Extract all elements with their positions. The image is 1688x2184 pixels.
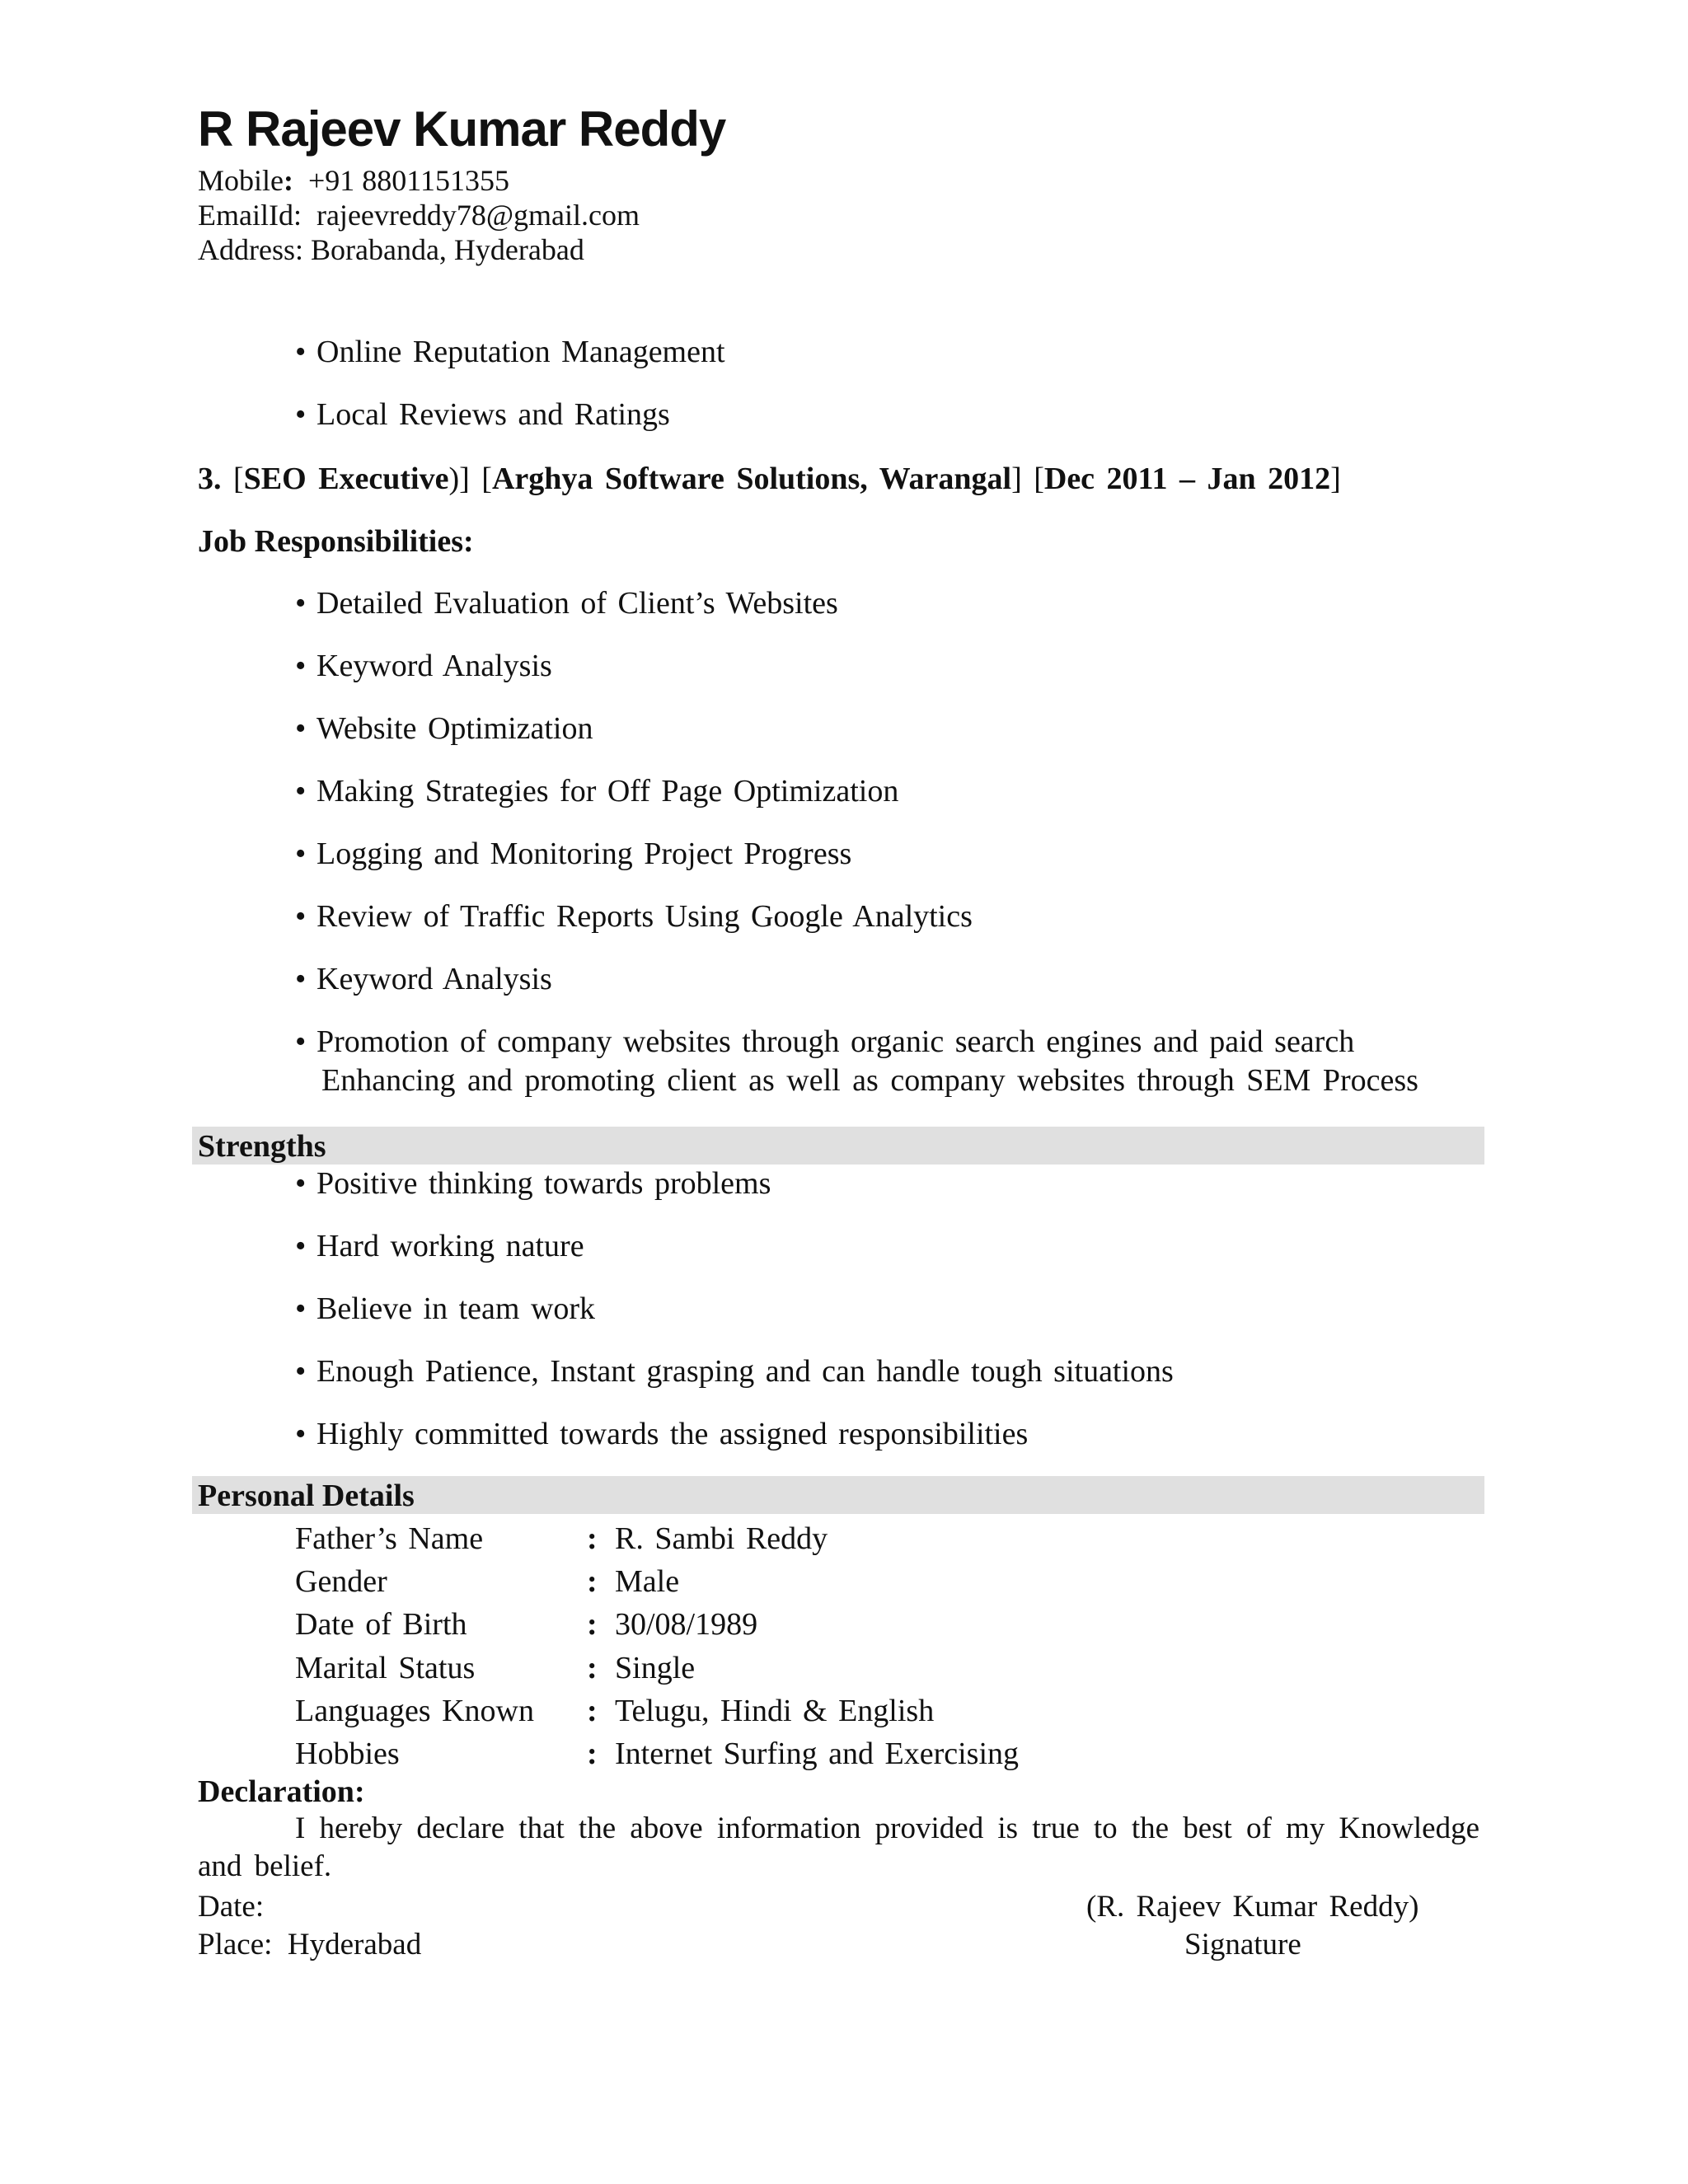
place-line: [198, 1927, 421, 1962]
bullet-glyph: •: [295, 899, 307, 934]
bullet-glyph: •: [295, 1417, 307, 1451]
personal-label: Father’s Name: [295, 1521, 484, 1556]
job-company: Arghya Software Solutions, Warangal: [491, 462, 1012, 496]
personal-colon: :: [587, 1651, 598, 1685]
list-item-continuation: Enhancing and promoting client as well as company websites through SEM Process: [321, 1063, 1418, 1098]
list-item: • Enough Patience, Instant grasping and can handle tough situations: [295, 1354, 1174, 1389]
email-line: [198, 198, 640, 232]
personal-colon: :: [587, 1521, 598, 1556]
personal-value: Male: [615, 1564, 680, 1599]
declaration-heading: Declaration:: [198, 1774, 365, 1809]
email-label: EmailId:: [198, 199, 302, 232]
job-responsibilities-heading: Job Responsibilities:: [198, 524, 474, 559]
personal-value: R. Sambi Reddy: [615, 1521, 828, 1556]
personal-value: Telugu, Hindi & English: [615, 1694, 935, 1728]
personal-label: Gender: [295, 1564, 387, 1599]
bullet-glyph: •: [295, 1166, 307, 1201]
mobile-colon: :: [284, 164, 293, 197]
list-item: • Highly committed towards the assigned responsibilities: [295, 1417, 1029, 1451]
candidate-name: R Rajeev Kumar Reddy: [198, 101, 726, 157]
bullet-glyph: •: [295, 774, 307, 808]
list-item: • Review of Traffic Reports Using Google Analytics: [295, 899, 973, 934]
personal-colon: :: [587, 1564, 598, 1599]
declaration-text: I hereby declare that the above information provided is true to the best of my Knowledge and belief.: [198, 1811, 1479, 1883]
list-item: • Website Optimization: [295, 711, 593, 746]
personal-label: Marital Status: [295, 1651, 476, 1685]
bullet-glyph: •: [295, 1229, 307, 1263]
place-label: Place:: [198, 1928, 273, 1961]
list-item: • Hard working nature: [295, 1229, 584, 1263]
address-label: Address:: [198, 233, 303, 266]
list-item: • Keyword Analysis: [295, 649, 552, 683]
address-line: [198, 232, 584, 267]
list-item: • Believe in team work: [295, 1291, 596, 1326]
personal-colon: :: [587, 1736, 598, 1771]
mobile-value: +91 8801151355: [308, 164, 509, 197]
job-period: Dec 2011 – Jan 2012: [1043, 462, 1331, 496]
list-item: • Logging and Monitoring Project Progress: [295, 837, 852, 871]
list-item: • Making Strategies for Off Page Optimization: [295, 774, 899, 808]
strengths-heading: Strengths: [198, 1129, 326, 1164]
bullet-glyph: •: [295, 397, 307, 432]
signature-label: Signature: [1184, 1928, 1301, 1961]
list-item: • Local Reviews and Ratings: [295, 397, 670, 432]
bullet-glyph: •: [295, 1354, 307, 1389]
bullet-glyph: •: [295, 962, 307, 996]
list-item: • Keyword Analysis: [295, 962, 552, 996]
address-value: Borabanda, Hyderabad: [311, 233, 584, 266]
bullet-glyph: •: [295, 1291, 307, 1326]
email-value: rajeevreddy78@gmail.com: [316, 199, 640, 232]
personal-value: Internet Surfing and Exercising: [615, 1736, 1020, 1771]
signatory-name: (R. Rajeev Kumar Reddy): [1086, 1890, 1419, 1924]
bullet-glyph: •: [295, 335, 307, 369]
strengths-section-header: [192, 1127, 1484, 1165]
personal-label: Languages Known: [295, 1694, 534, 1728]
list-item: • Positive thinking towards problems: [295, 1166, 771, 1201]
personal-colon: :: [587, 1607, 598, 1642]
bullet-glyph: •: [295, 1024, 307, 1059]
bullet-glyph: •: [295, 837, 307, 871]
personal-label: Hobbies: [295, 1736, 400, 1771]
list-item: • Detailed Evaluation of Client’s Websites: [295, 586, 838, 621]
personal-value: Single: [615, 1651, 696, 1685]
date-label: Date:: [198, 1890, 265, 1924]
job-title-line: 3. [SEO Executive)] [Arghya Software Solutions, Warangal] [Dec 2011 – Jan 2012]: [198, 462, 1341, 496]
personal-details-heading: Personal Details: [198, 1479, 415, 1513]
bullet-glyph: •: [295, 711, 307, 746]
mobile-label: Mobile: [198, 164, 284, 197]
job-role: SEO Executive: [243, 462, 449, 496]
mobile-line: [198, 163, 509, 198]
place-value: Hyderabad: [287, 1928, 422, 1961]
personal-details-section-header: [192, 1476, 1484, 1514]
list-item: • Promotion of company websites through organic search engines and paid search: [295, 1024, 1355, 1059]
bullet-glyph: •: [295, 586, 307, 621]
personal-label: Date of Birth: [295, 1607, 467, 1642]
personal-value: 30/08/1989: [615, 1607, 758, 1642]
job-number: 3.: [198, 462, 222, 496]
list-item: • Online Reputation Management: [295, 335, 725, 369]
bullet-glyph: •: [295, 649, 307, 683]
personal-colon: :: [587, 1694, 598, 1728]
